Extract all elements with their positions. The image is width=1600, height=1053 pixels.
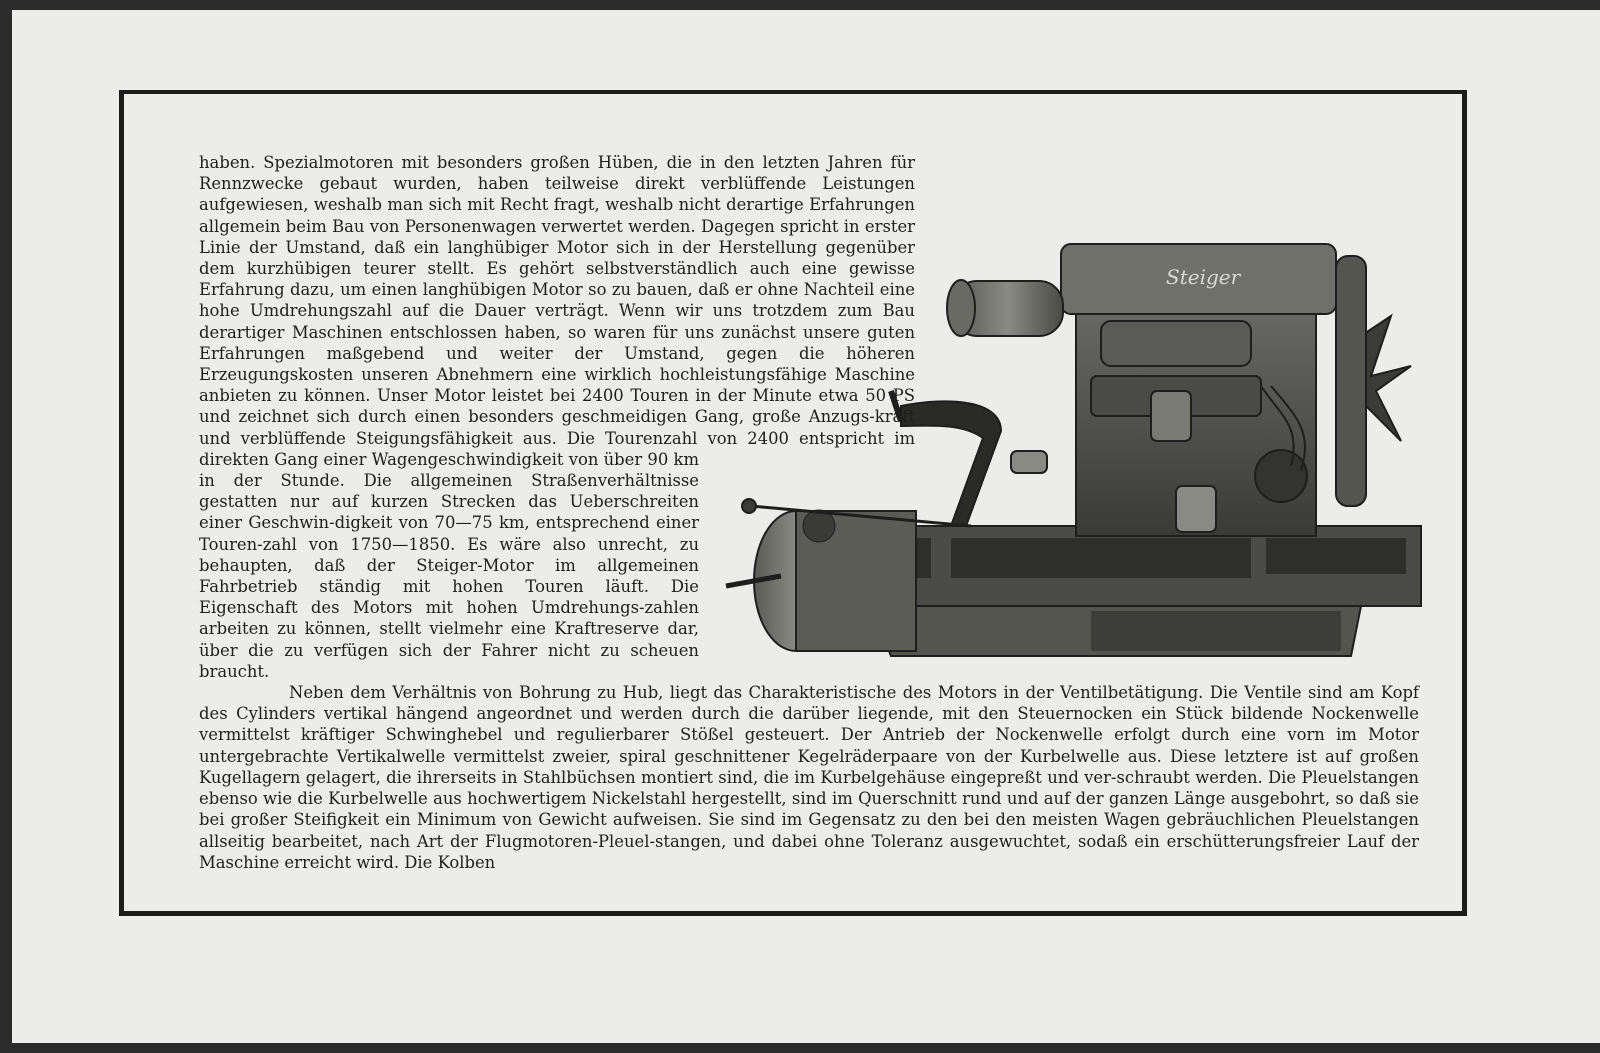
paragraph-2-text: Neben dem Verhältnis von Bohrung zu Hub, liegt das Charakteristische des Motors in der Ventilbetätigung. Die Ventile sind am Kopf des Cylinders vertikal hängend angeordnet und werden durch die darüber liegende, mit den Steuernocken ein Stück bildende Nockenwelle vermittelst kräftiger Schwinghebel und regulierbarer Stößel gesteuert. Der Antrieb der Nockenwelle erfolgt durch eine vorn im Motor untergebrachte Vertikalwelle vermittelst zweier, spiral geschnittener Kegelräderpaare von der Kurbelwelle aus. Diese letztere ist auf großen Kugellagern gelagert, die ihrerseits in Stahlbüchsen montiert sind, die im Kurbelgehäuse eingepreßt und ver-schraubt werden. Die Pleuelstangen ebenso wie die Kurbelwelle aus hochwertigem Nickelstahl hergestellt, sind im Querschnitt rund und auf der ganzen Länge ausgebohrt, so daß sie bei großer Steifigkeit ein Minimum von Gewicht aufweisen. Sie sind im Gegensatz zu den bei den meisten Wagen gebräuchlichen Pleuelstangen allseitig bearbeitet, nach Art der Flugmotoren-Pleuel-stangen, und dabei ohne Toleranz ausgewuchtet, sodaß ein erschütterungsfreier Lauf der Maschine erreicht wird. Die Kolben	[199, 683, 1419, 872]
paragraph-1: haben. Spezialmotoren mit besonders großen Hüben, die in den letzten Jahren für Rennzwecke gebaut wurden, haben teilweise direkt verblüffende Leistungen aufgewiesen, weshalb man sich mit Recht fragt, weshalb nicht derartige Erfahrungen allgemein beim Bau von Personenwagen verwertet werden. Dagegen spricht in erster Linie der Umstand, daß ein langhübiger Motor sich in der Herstellung gegenüber dem kurzhübigen teurer stellt. Es gehört selbstverständlich auch eine gewisse Erfahrung dazu, um einen langhübigen Motor so zu bauen, daß er ohne Nachteil eine hohe Umdrehungszahl auf die Dauer verträgt. Wenn wir uns trotzdem zum Bau derartiger Maschinen entschlossen haben, so waren für uns zunächst unsere guten Erfahrungen maßgebend und weiter der Umstand, gegen die höheren Erzeugungskosten unseren Abnehmern eine wirklich hochleistungsfähige Maschine anbieten zu können. Unser Motor leistet bei 2400 Touren in der Minute etwa 50 PS und zeichnet sich durch einen besonders geschmeidigen Gang, große Anzugs-kraft und verblüffende Steigungsfähigkeit aus. Die Tourenzahl von 2400 entspricht im direkten Gang einer Wagengeschwindigkeit von über 90 km in der Stunde. Die allgemeinen Straßenverhältnisse gestatten nur auf kurzen Strecken das Ueberschreiten einer Geschwin-digkeit von 70—75 km, entsprechend einer Touren-zahl von 1750—1850. Es wäre also unrecht, zu behaupten, daß der Steiger-Motor im allgemeinen Fahrbetrieb ständig mit hohen Touren läuft. Die Eigenschaft des Motors mit hohen Umdrehungs-zahlen arbeiten zu können, stellt vielmehr eine Kraftreserve dar, über die zu verfügen sich der Fahrer nicht zu scheuen braucht.	[199, 153, 915, 681]
engine-logo: Steiger	[1166, 265, 1241, 289]
paragraph-2	[199, 682, 1419, 873]
body-text	[199, 152, 1419, 892]
